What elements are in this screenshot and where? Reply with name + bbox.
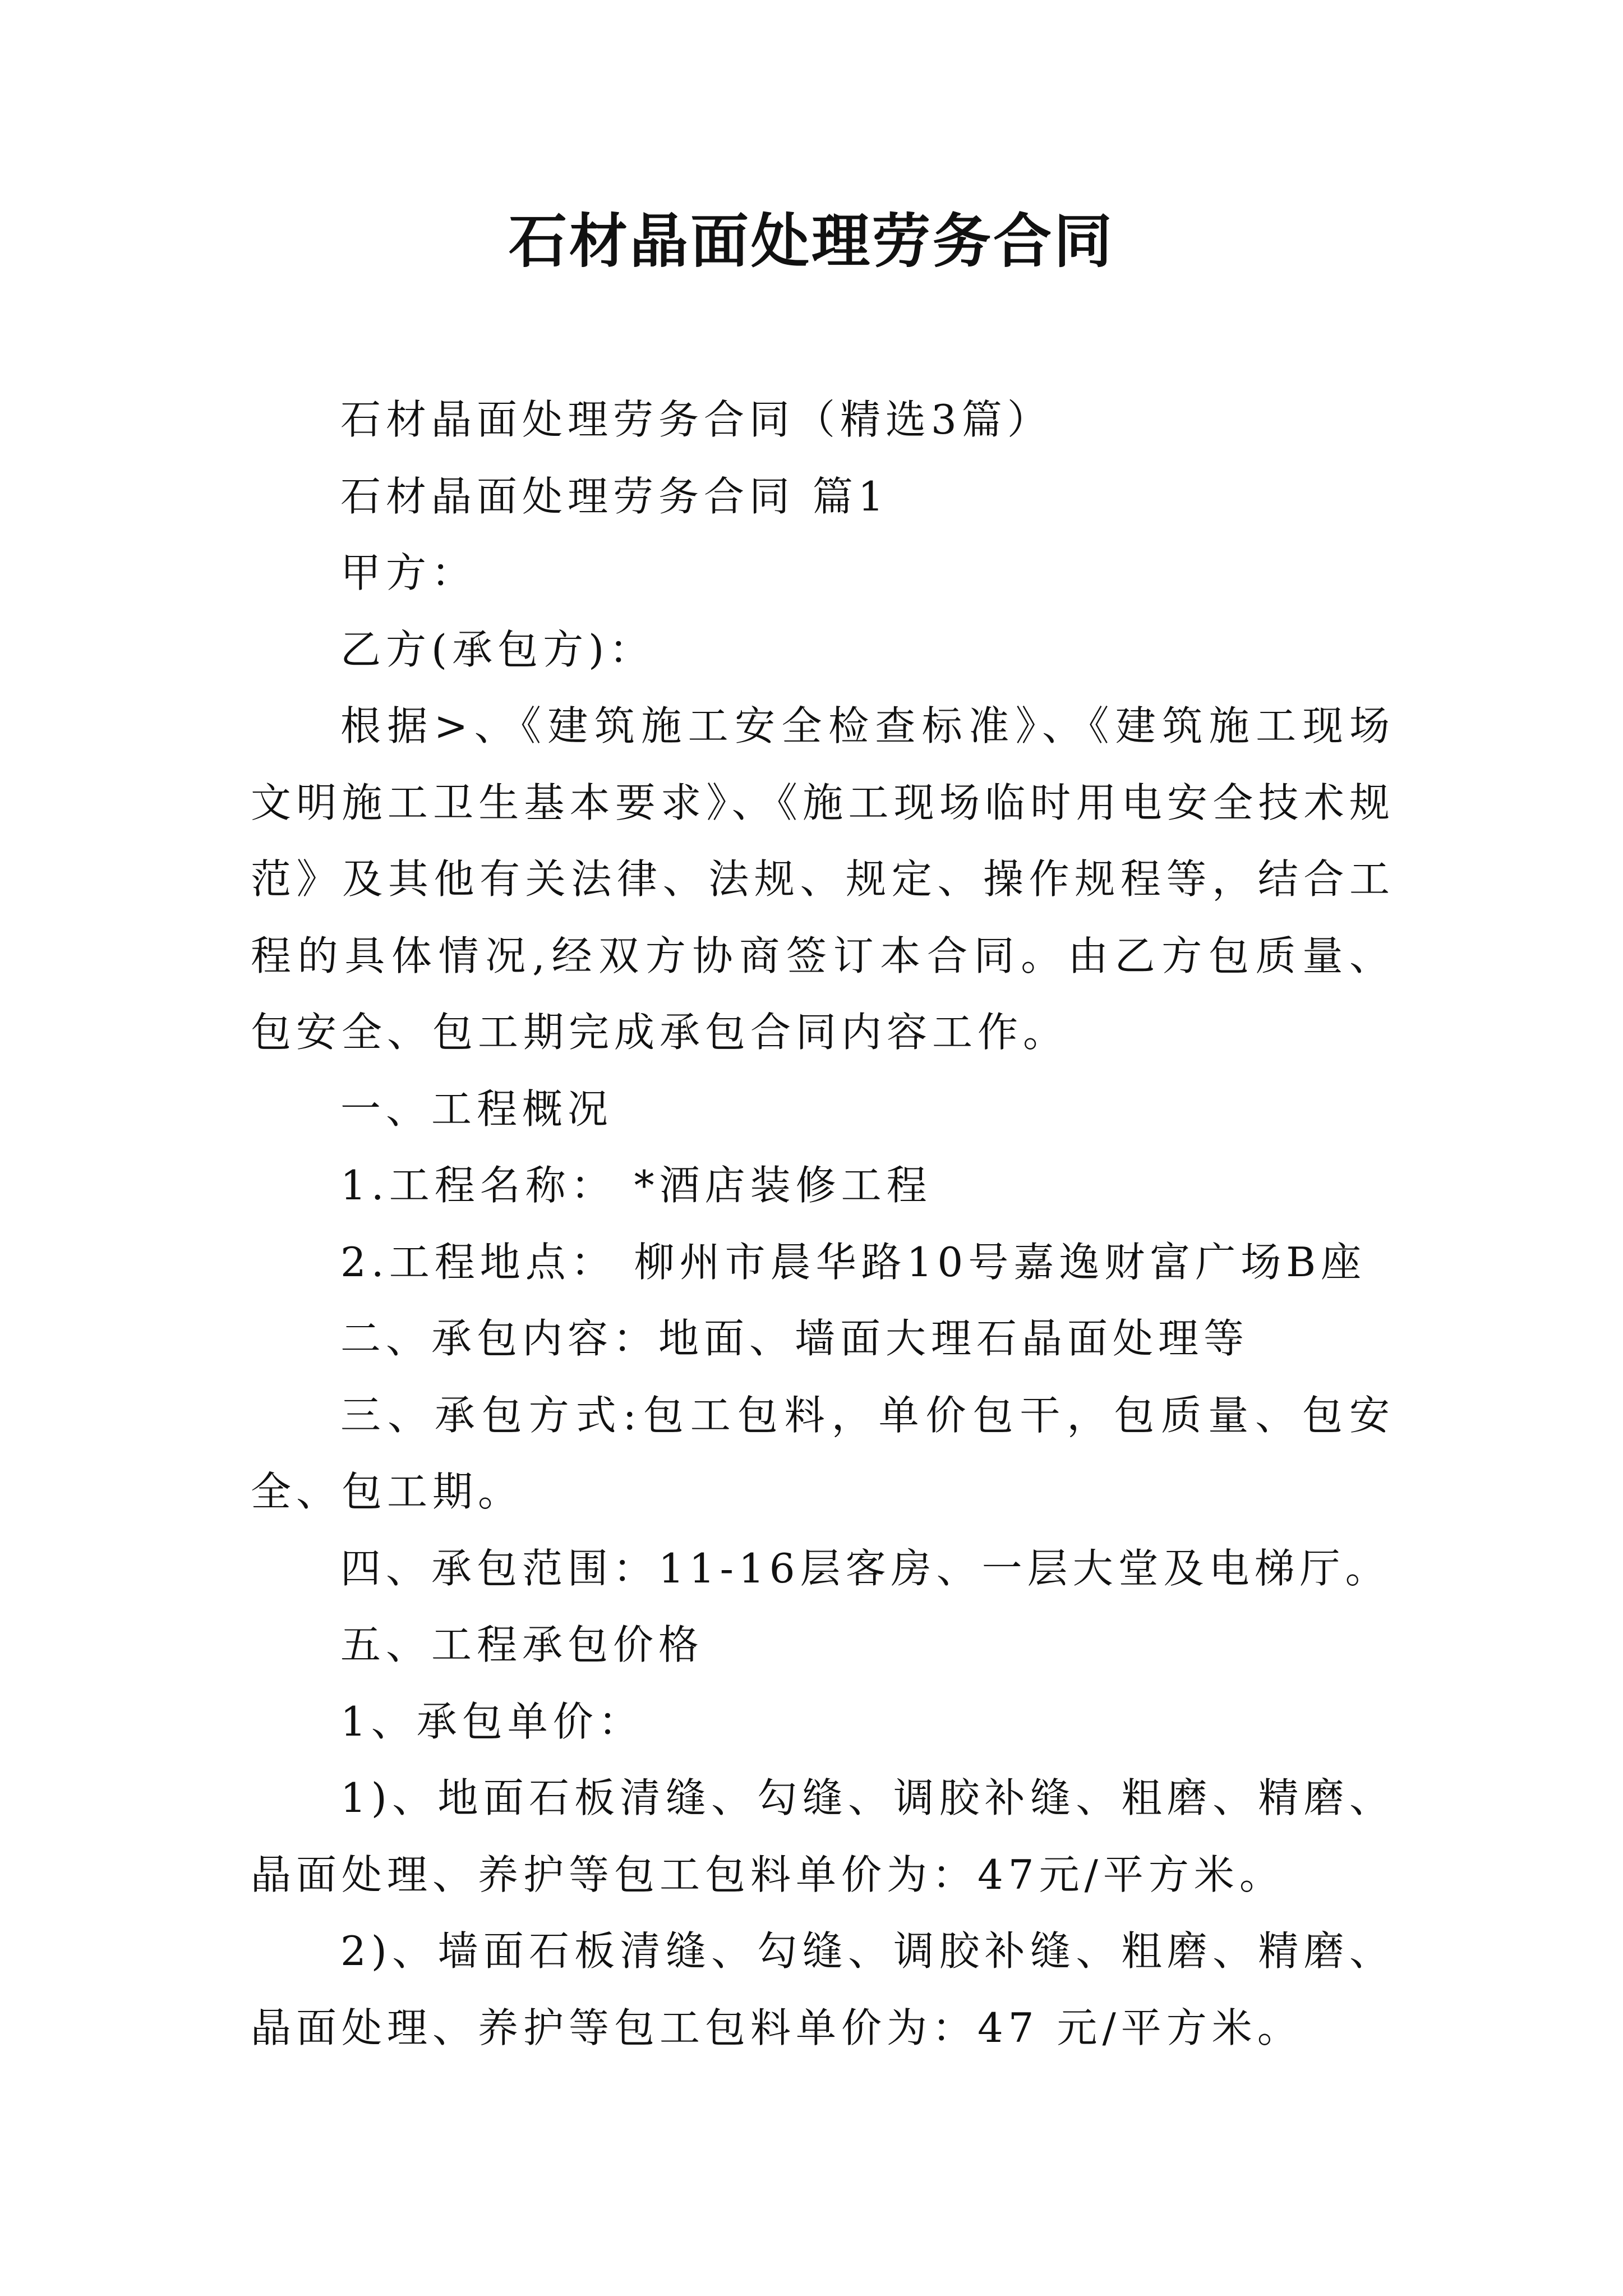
floor-price-paragraph: 1)、地面石板清缝、勾缝、调胶补缝、粗磨、精磨、晶面处理、养护等包工包料单价为：47元/平方米。 [251, 1774, 1395, 1898]
document-body [251, 381, 1395, 2066]
document-title: 石材晶面处理劳务合同 [508, 206, 1114, 275]
preamble-paragraph: 根据>、《建筑施工安全检查标准》、《建筑施工现场文明施工卫生基本要求》、《施工现场临时用电安全技术规范》及其他有关法律、法规、规定、操作规程等，结合工程的具体情况,经双方协商签订本合同。由乙方包质量、包安全、包工期完成承包合同内容工作。 [251, 702, 1395, 1056]
contract-scope-line: 四、承包范围：11-16层客房、一层大堂及电梯厅。 [340, 1544, 1391, 1592]
clause-heading-price: 五、工程承包价格 [340, 1621, 704, 1668]
project-location-line: 2.工程地点： 柳州市晨华路10号嘉逸财富广场B座 [340, 1238, 1367, 1286]
project-name-line: 1.工程名称： *酒店装修工程 [340, 1162, 932, 1209]
clause-heading-overview: 一、工程概况 [340, 1085, 614, 1133]
contract-content-line: 二、承包内容：地面、墙面大理石晶面处理等 [340, 1315, 1249, 1362]
subtitle-line: 石材晶面处理劳务合同（精选3篇） [340, 396, 1053, 443]
section-heading: 石材晶面处理劳务合同 篇1 [340, 472, 889, 520]
contract-method-paragraph: 三、承包方式:包工包料，单价包干，包质量、包安全、包工期。 [251, 1391, 1395, 1515]
party-b-line: 乙方(承包方)： [340, 625, 655, 673]
unit-price-heading: 1、承包单价： [340, 1697, 644, 1745]
party-a-line: 甲方： [340, 549, 477, 596]
wall-price-paragraph: 2)、墙面石板清缝、勾缝、调胶补缝、粗磨、精磨、晶面处理、养护等包工包料单价为：47 元/平方米。 [251, 1927, 1395, 2051]
